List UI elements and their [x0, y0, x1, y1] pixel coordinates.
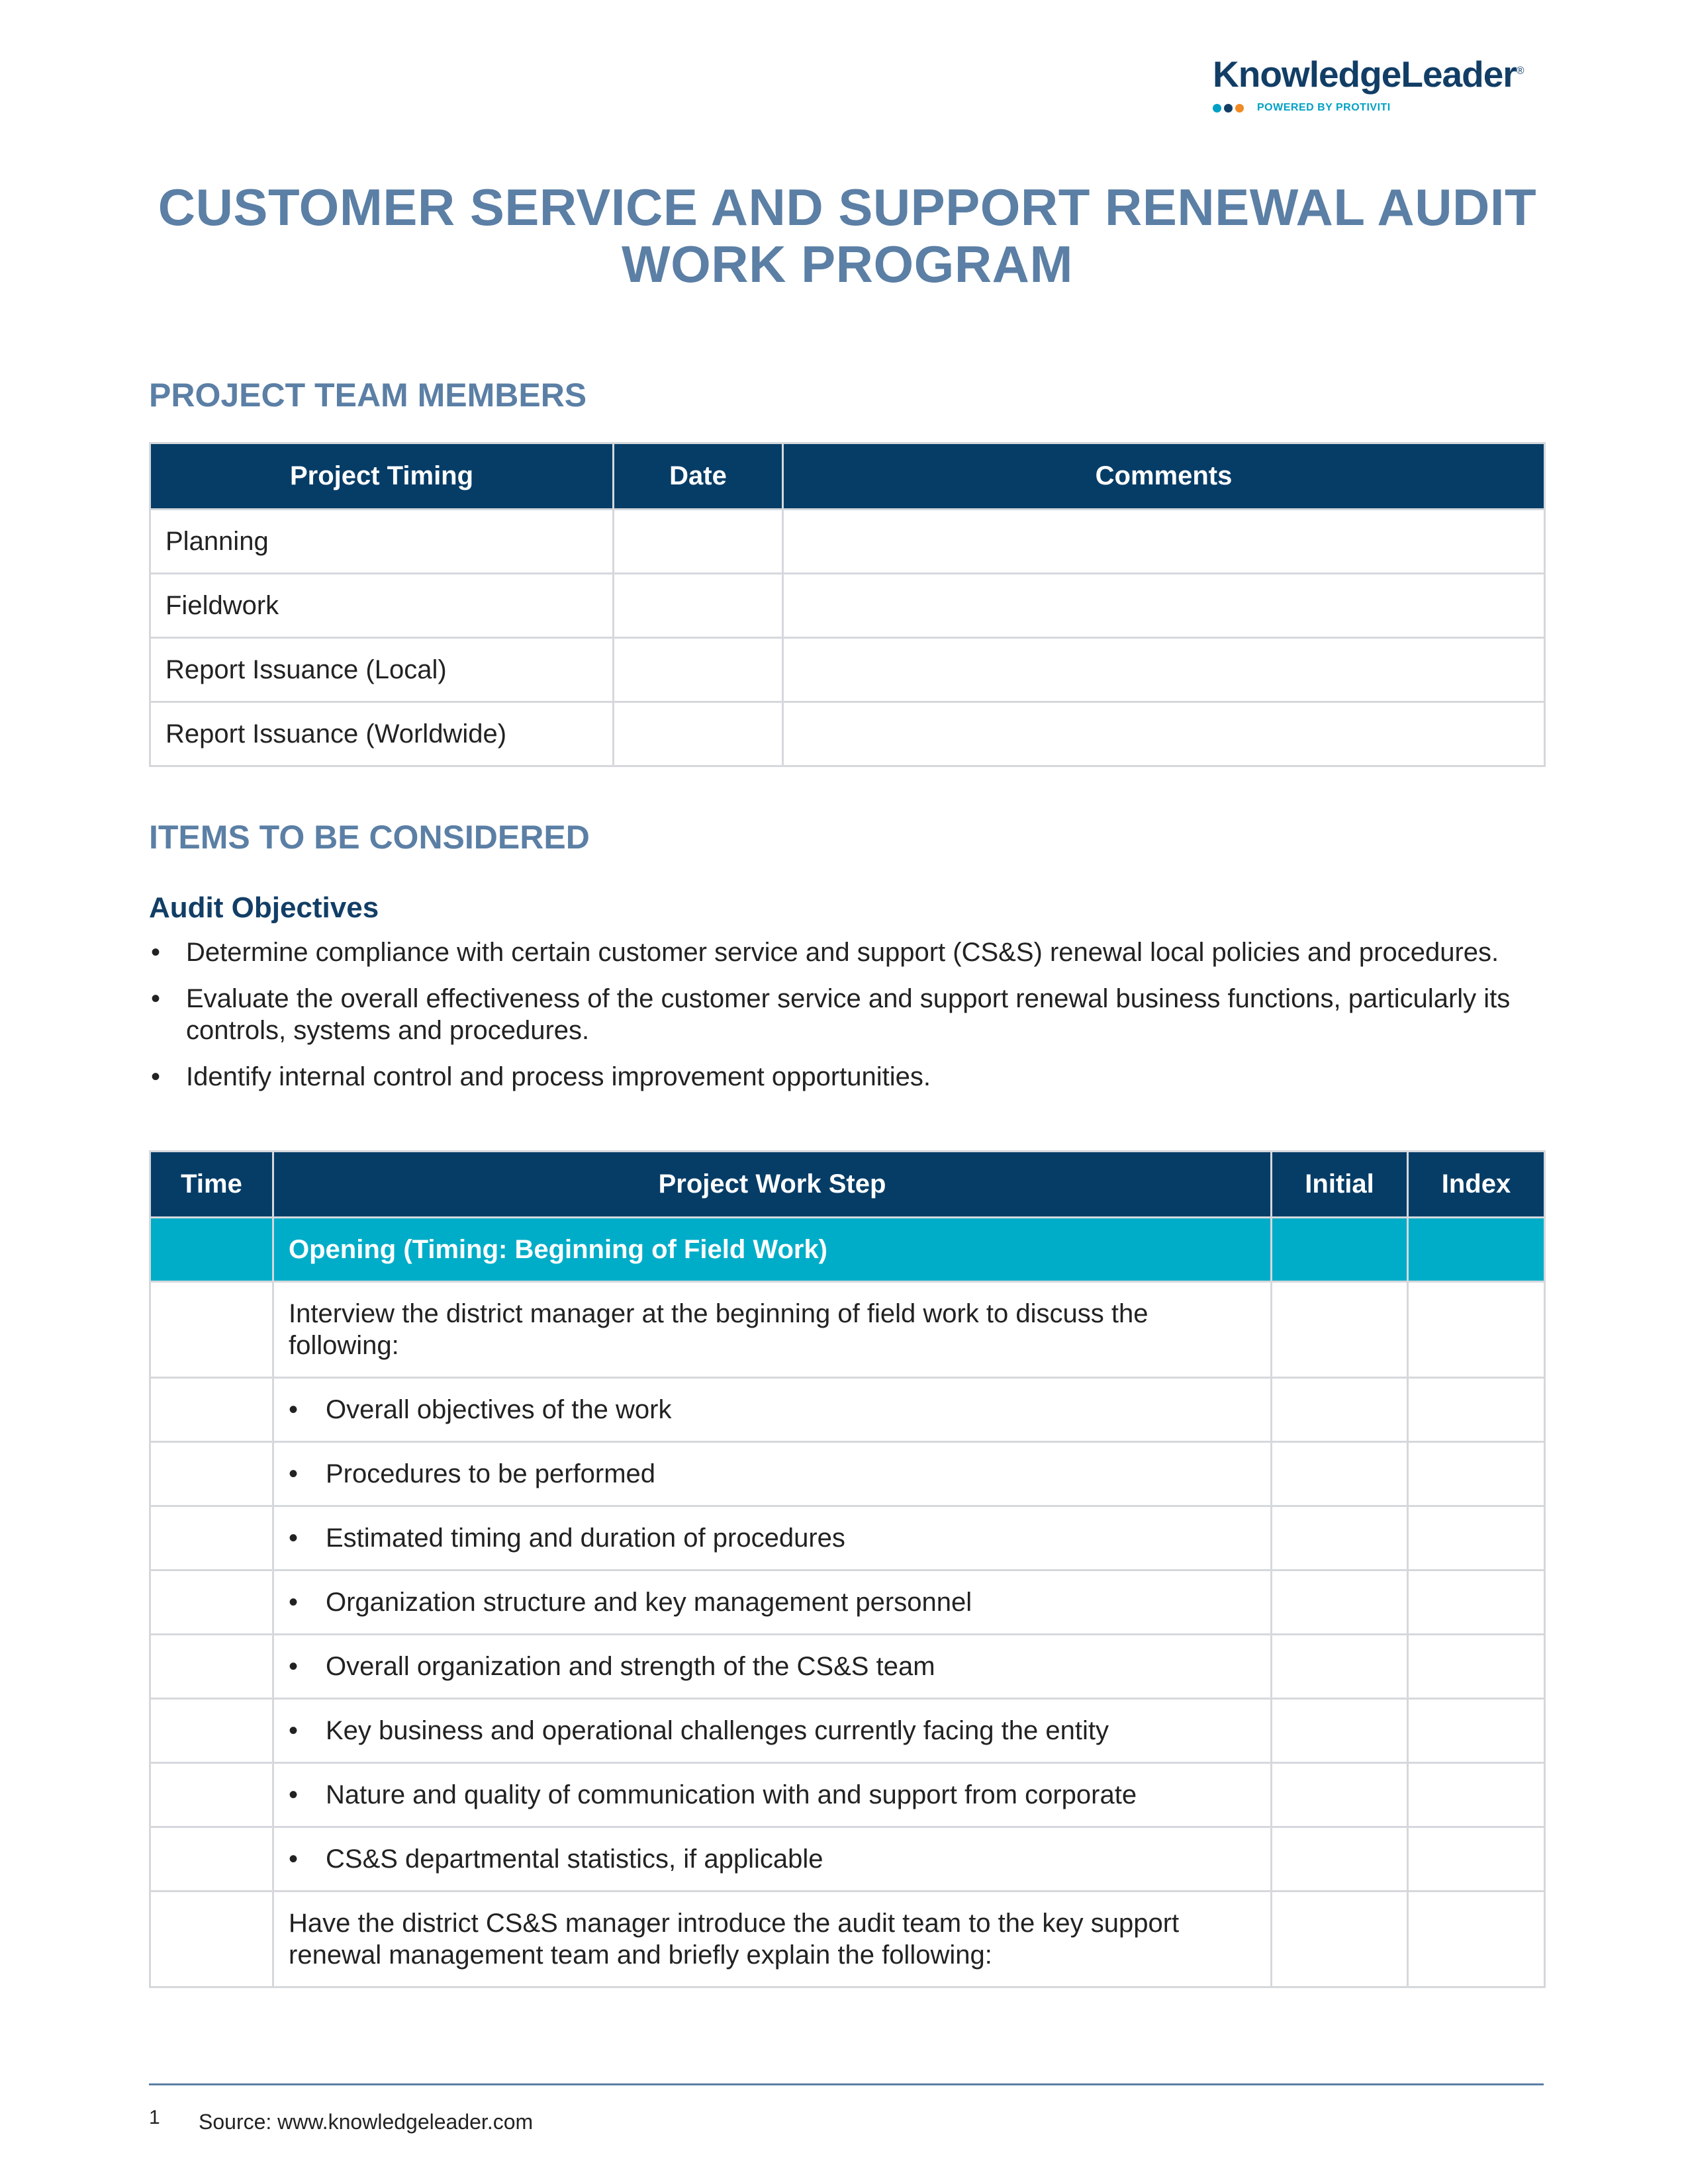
work-step-item: • Nature and quality of communication with and support from corporate: [273, 1763, 1272, 1827]
footer-divider: [149, 2083, 1544, 2085]
initial-cell[interactable]: [1272, 1282, 1408, 1378]
bullet-icon: •: [151, 984, 161, 1013]
time-cell[interactable]: [150, 1827, 273, 1891]
table-row: [150, 1442, 1545, 1506]
work-step-closing: Have the district CS&S manager introduce the audit team to the key support renewal management team and briefly explain the following:: [273, 1891, 1272, 1987]
column-header-project-work-step: Project Work Step: [273, 1152, 1272, 1218]
column-header-initial: Initial: [1272, 1152, 1408, 1218]
footnote-source: Source: www.knowledgeleader.com: [199, 2110, 534, 2134]
time-cell[interactable]: [150, 1442, 273, 1506]
knowledgeleader-logo: [1213, 53, 1544, 114]
table-row: [150, 1570, 1545, 1635]
logo-tagline: POWERED BY PROTIVITI: [1257, 102, 1391, 113]
index-cell[interactable]: [1408, 1506, 1545, 1570]
audit-objectives-heading: Audit Objectives: [149, 891, 379, 924]
initial-cell[interactable]: [1272, 1635, 1408, 1699]
logo-registered-mark: ®: [1516, 65, 1524, 77]
opening-section-label: Opening (Timing: Beginning of Field Work): [273, 1218, 1272, 1282]
team-table-row: [150, 510, 1545, 574]
index-cell[interactable]: [1408, 1763, 1545, 1827]
bullet-icon: •: [289, 1780, 299, 1809]
index-cell[interactable]: [1408, 1699, 1545, 1763]
initial-cell[interactable]: [1272, 1699, 1408, 1763]
work-table-header-row: [150, 1152, 1545, 1218]
work-step-item: • Overall objectives of the work: [273, 1378, 1272, 1442]
comments-cell[interactable]: [783, 510, 1545, 574]
bullet-icon: •: [289, 1652, 299, 1681]
time-cell[interactable]: [150, 1506, 273, 1570]
initial-cell[interactable]: [1272, 1218, 1408, 1282]
column-header-comments: Comments: [783, 443, 1545, 510]
bullet-icon: •: [289, 1588, 299, 1617]
project-team-heading: PROJECT TEAM MEMBERS: [149, 377, 587, 414]
initial-cell[interactable]: [1272, 1442, 1408, 1506]
work-step-item: • Key business and operational challenges currently facing the entity: [273, 1699, 1272, 1763]
team-table-row: [150, 702, 1545, 766]
work-step-item: • Overall organization and strength of the CS&S team: [273, 1635, 1272, 1699]
table-row: [150, 1506, 1545, 1570]
logo-dot-orange-icon: [1235, 104, 1244, 113]
time-cell[interactable]: [150, 1282, 273, 1378]
initial-cell[interactable]: [1272, 1378, 1408, 1442]
table-row: [150, 1378, 1545, 1442]
initial-cell[interactable]: [1272, 1570, 1408, 1635]
project-team-table: [149, 442, 1546, 767]
table-row: [150, 1282, 1545, 1378]
bullet-icon: •: [289, 1716, 299, 1745]
bullet-icon: •: [151, 1062, 161, 1091]
comments-cell[interactable]: [783, 638, 1545, 702]
initial-cell[interactable]: [1272, 1763, 1408, 1827]
work-step-item: • Procedures to be performed: [273, 1442, 1272, 1506]
work-step-intro: Interview the district manager at the beginning of field work to discuss the following:: [273, 1282, 1272, 1378]
column-header-index: Index: [1408, 1152, 1545, 1218]
table-row: [150, 1827, 1545, 1891]
logo-wordmark: KnowledgeLeader: [1213, 54, 1517, 95]
time-cell[interactable]: [150, 1570, 273, 1635]
bullet-icon: •: [289, 1395, 299, 1424]
index-cell[interactable]: [1408, 1635, 1545, 1699]
bullet-icon: •: [289, 1844, 299, 1874]
date-cell[interactable]: [614, 574, 783, 638]
objective-item: • Identify internal control and process improvement opportunities.: [151, 1062, 931, 1091]
comments-cell[interactable]: [783, 702, 1545, 766]
objective-item: • Determine compliance with certain customer service and support (CS&S) renewal local policies and procedures.: [151, 938, 1499, 967]
bullet-icon: •: [289, 1459, 299, 1488]
logo-dot-teal-icon: [1213, 104, 1221, 113]
initial-cell[interactable]: [1272, 1827, 1408, 1891]
time-cell[interactable]: [150, 1763, 273, 1827]
timing-cell-fieldwork: Fieldwork: [150, 574, 614, 638]
column-header-project-timing: Project Timing: [150, 443, 614, 510]
document-title-line-2: WORK PROGRAM: [622, 235, 1073, 293]
document-title-line-1: CUSTOMER SERVICE AND SUPPORT RENEWAL AUDIT: [158, 178, 1537, 236]
objective-item: • Evaluate the overall effectiveness of the customer service and support renewal business functions, particularly its controls, systems and procedures.: [151, 984, 1511, 1045]
date-cell[interactable]: [614, 510, 783, 574]
initial-cell[interactable]: [1272, 1891, 1408, 1987]
work-program-table: [149, 1150, 1546, 1988]
document-title: [119, 179, 1575, 293]
index-cell[interactable]: [1408, 1378, 1545, 1442]
date-cell[interactable]: [614, 638, 783, 702]
team-table-row: [150, 574, 1545, 638]
items-considered-heading: ITEMS TO BE CONSIDERED: [149, 819, 590, 856]
timing-cell-planning: Planning: [150, 510, 614, 574]
index-cell[interactable]: [1408, 1827, 1545, 1891]
table-row: [150, 1635, 1545, 1699]
time-cell[interactable]: [150, 1378, 273, 1442]
footnote-number: 1: [149, 2107, 160, 2128]
index-cell[interactable]: [1408, 1570, 1545, 1635]
index-cell[interactable]: [1408, 1218, 1545, 1282]
timing-cell-report-local: Report Issuance (Local): [150, 638, 614, 702]
index-cell[interactable]: [1408, 1891, 1545, 1987]
index-cell[interactable]: [1408, 1442, 1545, 1506]
column-header-time: Time: [150, 1152, 273, 1218]
time-cell[interactable]: [150, 1635, 273, 1699]
bullet-icon: •: [289, 1524, 299, 1553]
time-cell[interactable]: [150, 1699, 273, 1763]
date-cell[interactable]: [614, 702, 783, 766]
table-row: [150, 1891, 1545, 1987]
time-cell[interactable]: [150, 1218, 273, 1282]
bullet-icon: •: [151, 938, 161, 967]
column-header-date: Date: [614, 443, 783, 510]
table-row: [150, 1699, 1545, 1763]
audit-objectives-list: [149, 936, 1552, 1107]
work-step-item: • Estimated timing and duration of procedures: [273, 1506, 1272, 1570]
team-table-header-row: [150, 443, 1545, 510]
comments-cell[interactable]: [783, 574, 1545, 638]
table-row: [150, 1763, 1545, 1827]
time-cell[interactable]: [150, 1891, 273, 1987]
work-step-item: • Organization structure and key management personnel: [273, 1570, 1272, 1635]
index-cell[interactable]: [1408, 1282, 1545, 1378]
opening-section-row: [150, 1218, 1545, 1282]
logo-dot-navy-icon: [1224, 104, 1233, 113]
timing-cell-report-worldwide: Report Issuance (Worldwide): [150, 702, 614, 766]
initial-cell[interactable]: [1272, 1506, 1408, 1570]
work-step-item: • CS&S departmental statistics, if applicable: [273, 1827, 1272, 1891]
team-table-row: [150, 638, 1545, 702]
